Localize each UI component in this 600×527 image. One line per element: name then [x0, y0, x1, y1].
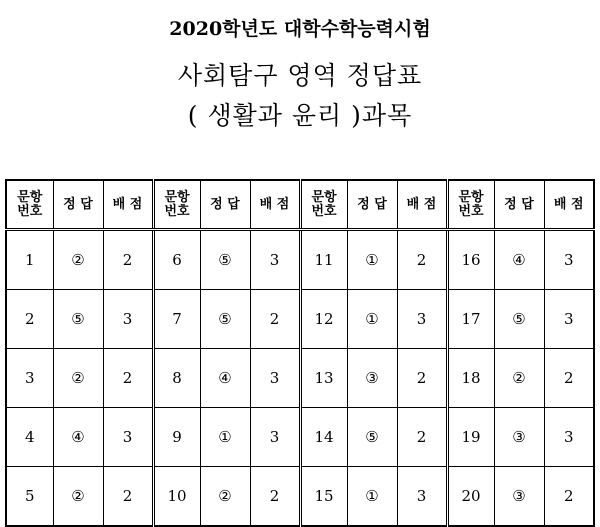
answer-choice: ⑤	[200, 230, 250, 290]
score-value: 3	[250, 349, 300, 408]
header-question-label-line2: 번호	[164, 203, 190, 219]
header-answer: 정 답	[494, 180, 544, 230]
answer-choice: ②	[53, 230, 103, 290]
answer-choice: ②	[494, 349, 544, 408]
score-value: 3	[250, 408, 300, 467]
answer-choice: ②	[200, 467, 250, 527]
answer-choice: ③	[494, 467, 544, 527]
score-value: 2	[397, 408, 447, 467]
answer-choice: ④	[53, 408, 103, 467]
header-question-number	[300, 180, 347, 230]
question-number: 9	[153, 408, 200, 467]
table-header-row	[6, 180, 594, 230]
score-value: 3	[103, 408, 153, 467]
answer-choice: ②	[53, 467, 103, 527]
header-question-label-line2: 번호	[17, 203, 43, 219]
answer-choice: ③	[494, 408, 544, 467]
answer-choice: ②	[53, 349, 103, 408]
header-question-number	[153, 180, 200, 230]
question-number: 11	[300, 230, 347, 290]
score-value: 3	[397, 467, 447, 527]
answer-choice: ⑤	[200, 290, 250, 349]
header-score: 배 점	[250, 180, 300, 230]
score-value: 2	[544, 467, 594, 527]
answer-choice: ⑤	[53, 290, 103, 349]
answer-choice: ①	[347, 290, 397, 349]
score-value: 3	[397, 290, 447, 349]
question-number: 1	[6, 230, 53, 290]
score-value: 2	[397, 230, 447, 290]
score-value: 2	[250, 290, 300, 349]
score-value: 3	[544, 408, 594, 467]
subject-area-title: 사회탐구 영역 정답표	[177, 61, 423, 90]
score-value: 2	[103, 467, 153, 527]
header-question-label-line1: 문항	[164, 189, 190, 205]
score-value: 2	[397, 349, 447, 408]
question-number: 13	[300, 349, 347, 408]
question-number: 20	[447, 467, 494, 527]
answer-choice: ①	[200, 408, 250, 467]
answer-choice: ①	[347, 467, 397, 527]
question-number: 12	[300, 290, 347, 349]
question-number: 14	[300, 408, 347, 467]
table-row	[6, 467, 594, 527]
score-value: 2	[103, 230, 153, 290]
question-number: 7	[153, 290, 200, 349]
score-value: 3	[544, 230, 594, 290]
header-answer: 정 답	[200, 180, 250, 230]
question-number: 19	[447, 408, 494, 467]
header-score: 배 점	[544, 180, 594, 230]
question-number: 5	[6, 467, 53, 527]
question-number: 8	[153, 349, 200, 408]
question-number: 10	[153, 467, 200, 527]
question-number: 16	[447, 230, 494, 290]
question-number: 3	[6, 349, 53, 408]
answer-choice: ③	[347, 349, 397, 408]
header-question-label-line1: 문항	[17, 189, 43, 205]
score-value: 2	[103, 349, 153, 408]
question-number: 2	[6, 290, 53, 349]
table-row	[6, 408, 594, 467]
subject-title: ( 생활과 윤리 )과목	[187, 101, 413, 130]
header-score: 배 점	[103, 180, 153, 230]
header-answer: 정 답	[347, 180, 397, 230]
table-row	[6, 349, 594, 408]
header-answer: 정 답	[53, 180, 103, 230]
answer-choice: ⑤	[347, 408, 397, 467]
header-question-label-line2: 번호	[311, 203, 337, 219]
header-question-label-line1: 문항	[311, 189, 337, 205]
score-value: 2	[250, 467, 300, 527]
header-question-label-line1: 문항	[458, 189, 484, 205]
question-number: 17	[447, 290, 494, 349]
header-score: 배 점	[397, 180, 447, 230]
score-value: 3	[103, 290, 153, 349]
answer-choice: ①	[347, 230, 397, 290]
answer-choice: ④	[494, 230, 544, 290]
header-question-number	[6, 180, 53, 230]
question-number: 4	[6, 408, 53, 467]
header-question-number	[447, 180, 494, 230]
answer-choice: ④	[200, 349, 250, 408]
score-value: 3	[544, 290, 594, 349]
score-value: 2	[544, 349, 594, 408]
question-number: 15	[300, 467, 347, 527]
header-question-label-line2: 번호	[458, 203, 484, 219]
answer-key-table	[5, 179, 595, 527]
question-number: 6	[153, 230, 200, 290]
exam-title: 2020학년도 대학수학능력시험	[169, 18, 431, 40]
score-value: 3	[250, 230, 300, 290]
table-row	[6, 230, 594, 290]
question-number: 18	[447, 349, 494, 408]
answer-choice: ⑤	[494, 290, 544, 349]
table-row	[6, 290, 594, 349]
